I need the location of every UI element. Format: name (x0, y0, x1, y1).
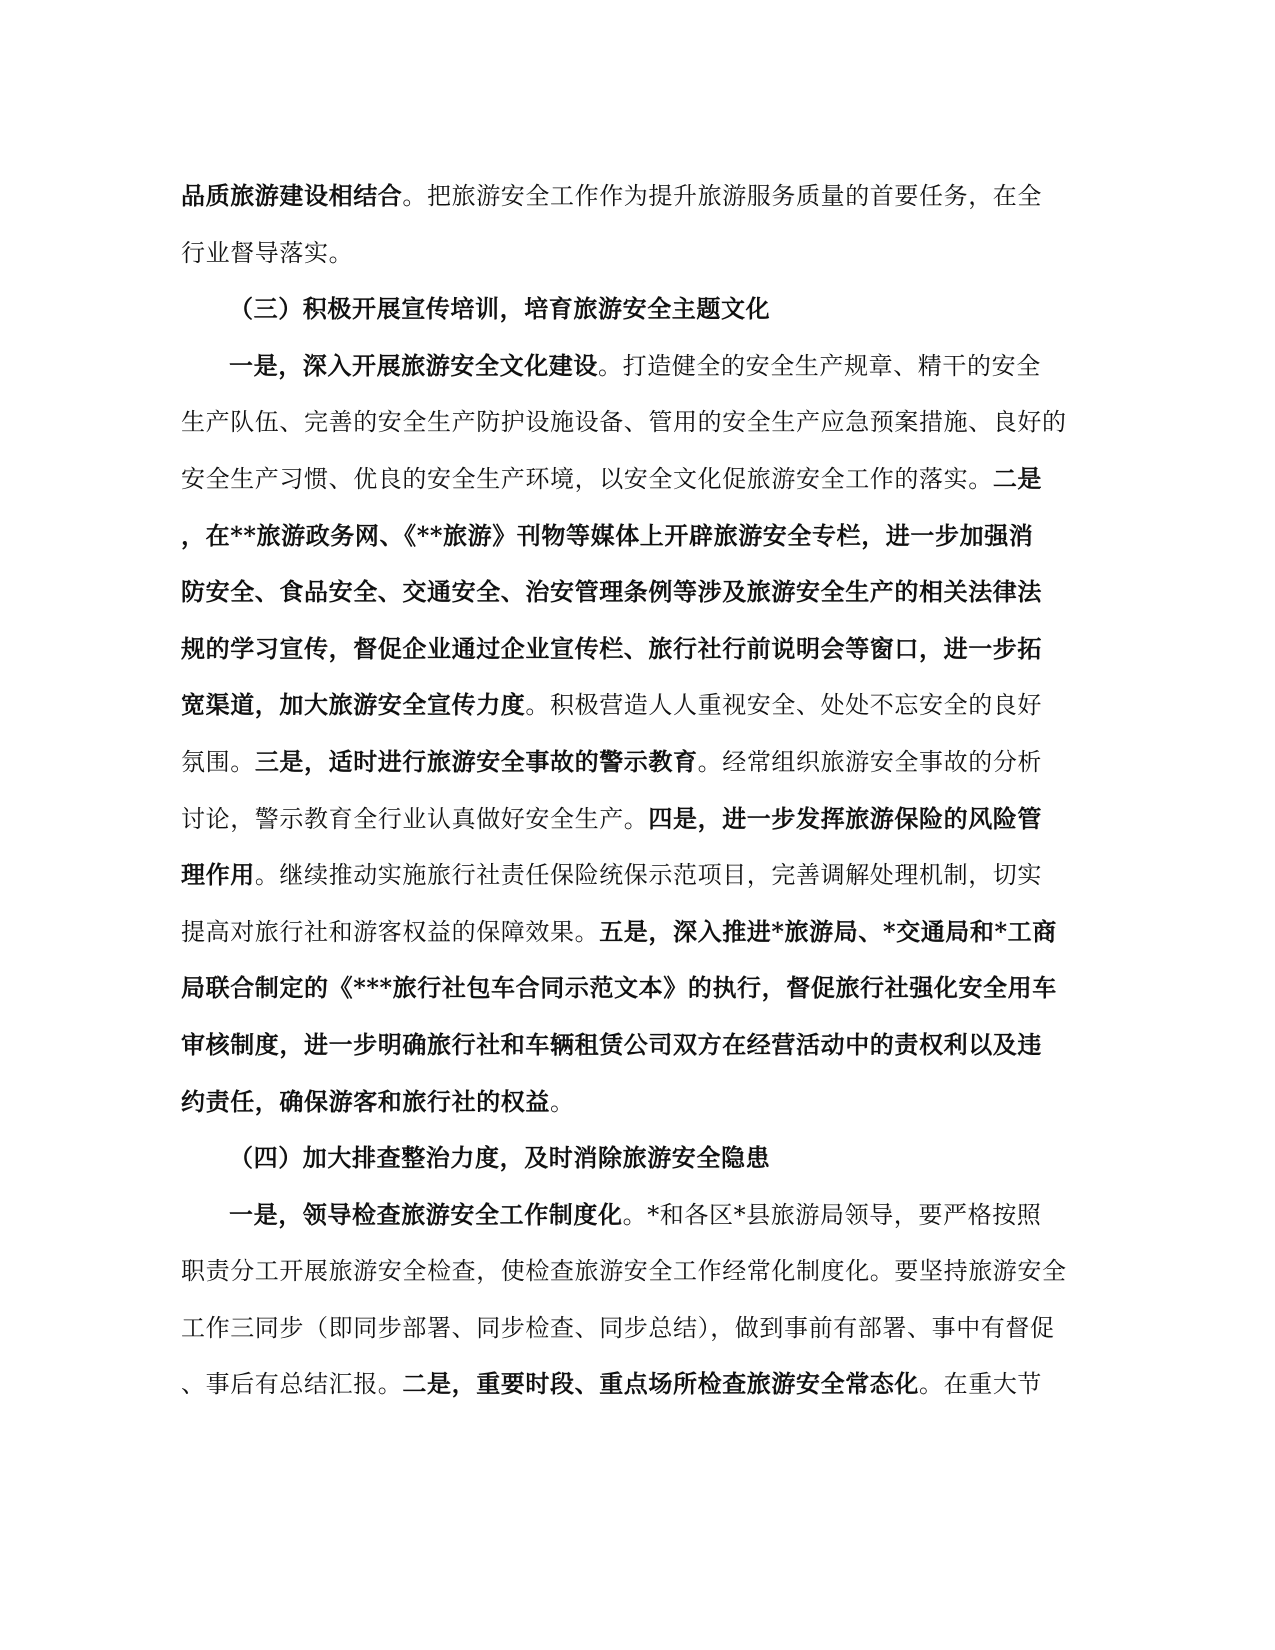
text-line-10 (181, 677, 1043, 734)
section-heading-4 (181, 1130, 1035, 1187)
text-line-14 (181, 904, 1057, 961)
bold-run: 二是 (992, 463, 1043, 493)
text-run: 讨论，警示教育全行业认真做好安全生产。 (181, 804, 649, 833)
bold-run: 规的学习宣传，督促企业通过企业宣传栏、旅行社行前说明会等窗口，进一步拓 (181, 633, 1042, 663)
heading-text: （三）积极开展宣传培训，培育旅游安全主题文化 (229, 294, 771, 324)
text-line-5 (181, 394, 1067, 451)
bold-run: 四是，进一步发挥旅游保险的风险管 (648, 803, 1043, 833)
text-run: 职责分工开展旅游安全检查，使检查旅游安全工作经常化制度化。要坚持旅游安全 (181, 1257, 1067, 1286)
text-line-16 (181, 1017, 1042, 1074)
text-run: 。*和各区*县旅游局领导，要严格按照 (622, 1200, 1042, 1229)
bold-run: 一是，深入开展旅游安全文化建设 (229, 350, 598, 380)
text-line-4 (181, 338, 1041, 395)
heading-text: （四）加大排查整治力度，及时消除旅游安全隐患 (229, 1143, 771, 1173)
text-line-9 (181, 621, 1042, 678)
text-run: 。继续推动实施旅行社责任保险统保示范项目，完善调解处理机制，切实 (254, 861, 1043, 890)
bold-run: 三是，适时进行旅游安全事故的警示教育 (254, 746, 698, 776)
text-line-20 (181, 1243, 1067, 1300)
bold-run: 防安全、食品安全、交通安全、治安管理条例等涉及旅游安全生产的相关法律法 (181, 577, 1042, 607)
bold-run: 理作用 (181, 860, 255, 890)
text-line-7 (181, 508, 1035, 565)
text-run: 氛围。 (181, 747, 255, 776)
text-line-17 (181, 1074, 1035, 1131)
text-line-8 (181, 564, 1042, 621)
section-heading-3 (181, 281, 1035, 338)
text-line-15 (181, 960, 1057, 1017)
text-run: 行业督导落实。 (181, 238, 354, 267)
text-run: 。积极营造人人重视安全、处处不忘安全的良好 (525, 691, 1043, 720)
text-run: 。打造健全的安全生产规章、精干的安全 (598, 351, 1041, 380)
bold-run: 品质旅游建设相结合 (181, 181, 403, 210)
bold-run: 审核制度，进一步明确旅行社和车辆租赁公司双方在经营活动中的责权利以及违 (181, 1029, 1042, 1059)
text-line-19 (181, 1187, 1042, 1244)
bold-run: 二是，重要时段、重点场所检查旅游安全常态化 (402, 1369, 920, 1399)
text-run: 。经常组织旅游安全事故的分析 (697, 747, 1043, 776)
text-line-1 (181, 168, 1043, 225)
text-line-11 (181, 734, 1043, 791)
text-line-22 (181, 1356, 1043, 1413)
text-run: 。在重大节 (919, 1370, 1043, 1399)
text-line-13 (181, 847, 1043, 904)
text-line-6 (181, 451, 1043, 508)
text-line-12 (181, 791, 1043, 848)
text-run: 、事后有总结汇报。 (181, 1370, 403, 1399)
bold-run: 五是，深入推进*旅游局、*交通局和*工商 (599, 916, 1057, 946)
text-run: 。 (550, 1087, 575, 1116)
bold-run: 约责任，确保游客和旅行社的权益 (181, 1086, 550, 1116)
text-run: 提高对旅行社和游客权益的保障效果。 (181, 917, 600, 946)
text-run: 。把旅游安全工作作为提升旅游服务质量的首要任务，在全 (402, 182, 1043, 210)
text-run: 生产队伍、完善的安全生产防护设施设备、管用的安全生产应急预案措施、良好的 (181, 408, 1067, 437)
bold-run: 一是，领导检查旅游安全工作制度化 (229, 1199, 623, 1229)
text-run: 安全生产习惯、优良的安全生产环境，以安全文化促旅游安全工作的落实。 (181, 464, 993, 493)
bold-run: 宽渠道，加大旅游安全宣传力度 (181, 690, 526, 720)
bold-run: 局联合制定的《***旅行社包车合同示范文本》的执行，督促旅行社强化安全用车 (181, 973, 1057, 1003)
bold-run: ，在**旅游政务网、《**旅游》刊物等媒体上开辟旅游安全专栏，进一步加强消 (181, 520, 1034, 550)
text-run: 工作三同步（即同步部署、同步检查、同步总结），做到事前有部署、事中有督促 (181, 1313, 1055, 1342)
text-line-21 (181, 1300, 1055, 1357)
text-line-2 (181, 225, 1035, 282)
